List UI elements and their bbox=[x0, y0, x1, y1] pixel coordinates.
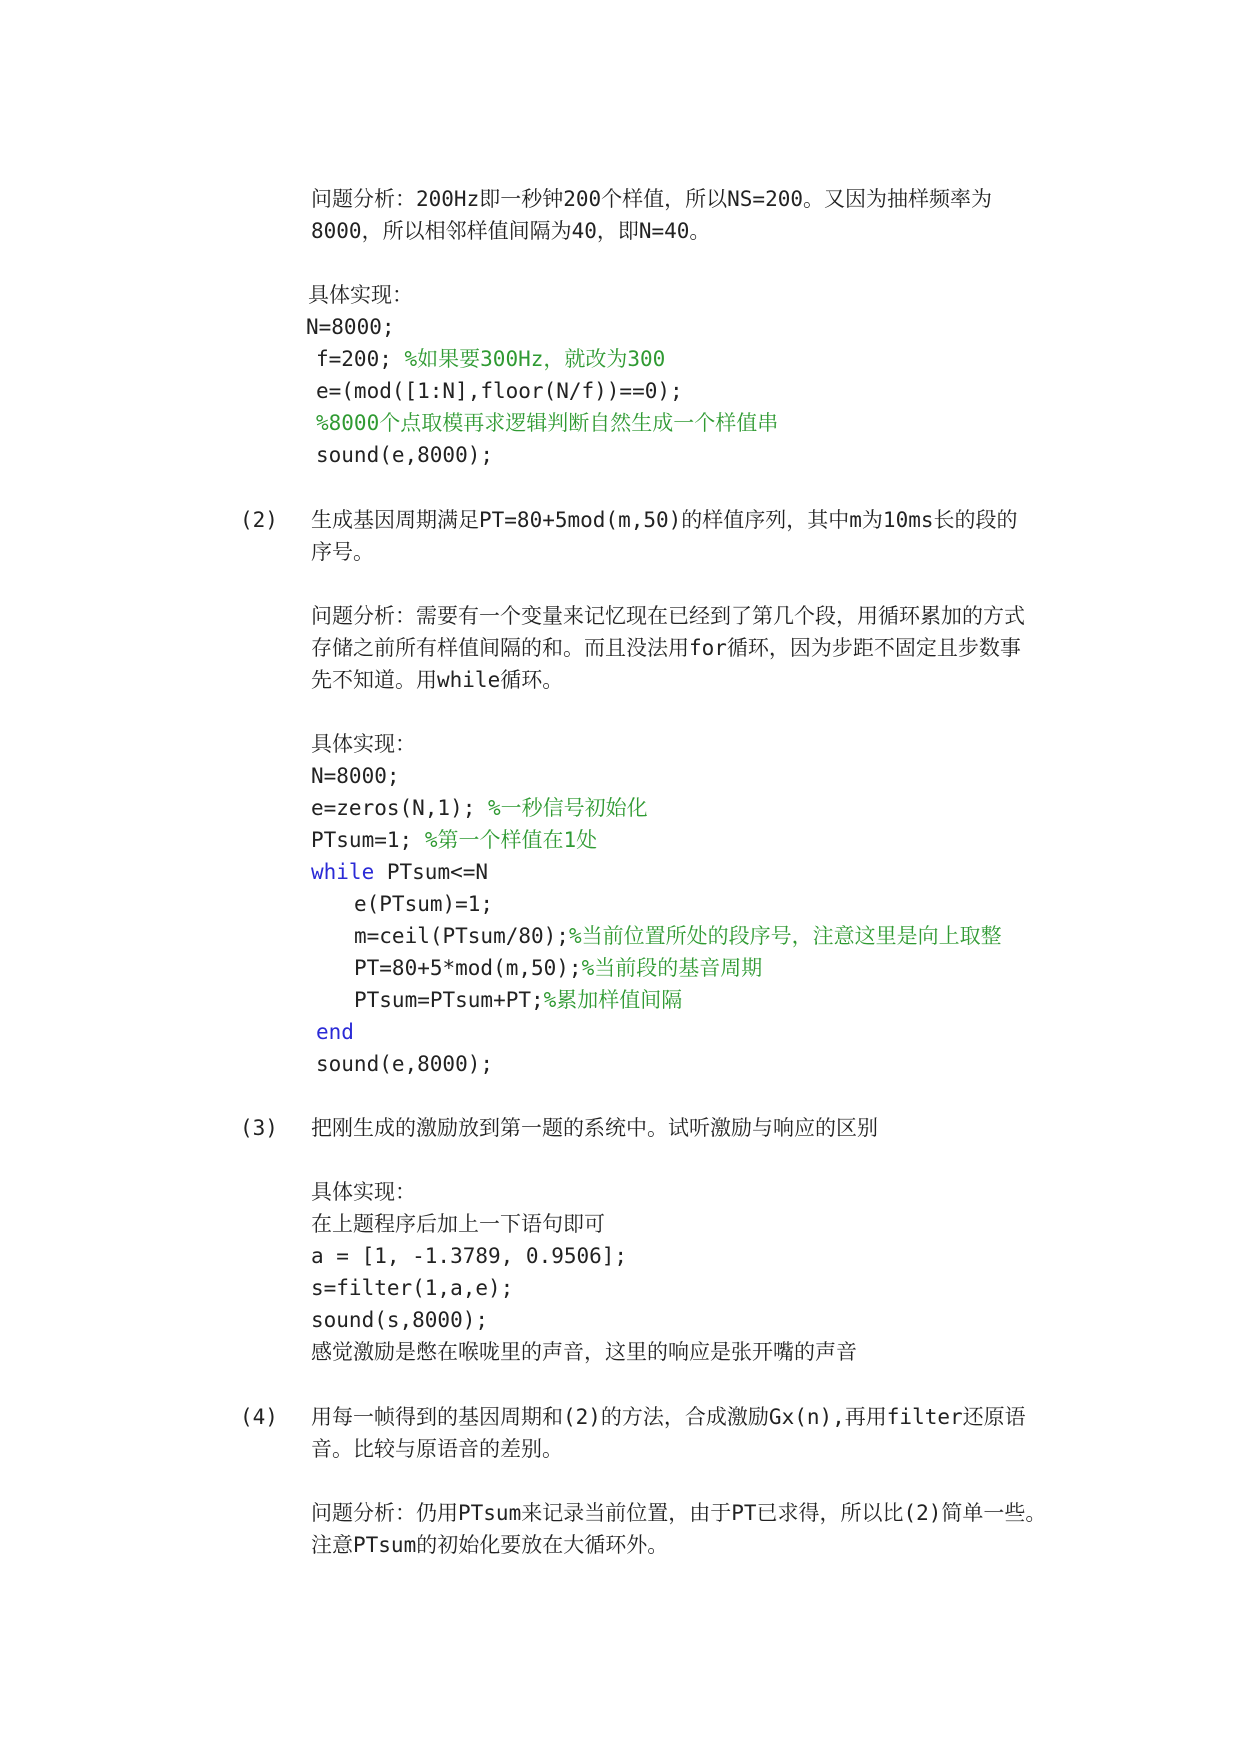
code-line: e=(mod([1:N],floor(N/f))==0); bbox=[316, 379, 683, 403]
code-text: PTsum=PTsum+PT; bbox=[354, 988, 544, 1012]
item-number: (4) bbox=[240, 1405, 278, 1429]
analysis-line: 问题分析：200Hz即一秒钟200个样值，所以NS=200。又因为抽样频率为 bbox=[311, 187, 993, 211]
code-line bbox=[316, 344, 665, 374]
code-line: sound(e,8000); bbox=[316, 443, 494, 467]
code-line: e(PTsum)=1; bbox=[354, 892, 494, 916]
code-line bbox=[354, 953, 762, 983]
code-line: sound(e,8000); bbox=[316, 1052, 494, 1076]
code-line bbox=[354, 921, 1002, 951]
code-line bbox=[354, 985, 682, 1015]
code-line: sound(s,8000); bbox=[311, 1308, 489, 1332]
analysis-line: 注意PTsum的初始化要放在大循环外。 bbox=[311, 1533, 669, 1557]
code-comment: %当前位置所处的段序号，注意这里是向上取整 bbox=[568, 924, 1002, 948]
code-text: m=ceil(PTsum/80); bbox=[354, 924, 569, 948]
note-line: 在上题程序后加上一下语句即可 bbox=[311, 1212, 605, 1236]
code-line bbox=[311, 825, 597, 855]
conclusion-line: 感觉激励是憋在喉咙里的声音，这里的响应是张开嘴的声音 bbox=[311, 1340, 857, 1364]
item-number: (2) bbox=[240, 508, 278, 532]
item-title-line: 把刚生成的激励放到第一题的系统中。试听激励与响应的区别 bbox=[311, 1116, 878, 1140]
code-text: f=200; bbox=[316, 347, 392, 371]
code-line: s=filter(1,a,e); bbox=[311, 1276, 514, 1300]
analysis-line: 先不知道。用while循环。 bbox=[311, 668, 564, 692]
code-comment: %当前段的基音周期 bbox=[581, 956, 763, 980]
code-comment: %累加样值间隔 bbox=[543, 988, 683, 1012]
analysis-line: 存储之前所有样值间隔的和。而且没法用for循环，因为步距不固定且步数事 bbox=[311, 636, 1021, 660]
code-line bbox=[311, 857, 488, 887]
impl-label: 具体实现： bbox=[308, 283, 413, 307]
analysis-line: 问题分析：仍用PTsum来记录当前位置，由于PT已求得，所以比(2)简单一些。 bbox=[311, 1501, 1047, 1525]
analysis-line: 问题分析：需要有一个变量来记忆现在已经到了第几个段，用循环累加的方式 bbox=[311, 604, 1025, 628]
code-comment: %第一个样值在1处 bbox=[424, 828, 598, 852]
code-line: N=8000; bbox=[311, 764, 400, 788]
code-text: PTsum=1; bbox=[311, 828, 413, 852]
item-number: (3) bbox=[240, 1116, 278, 1140]
impl-label: 具体实现： bbox=[311, 1180, 416, 1204]
code-keyword: end bbox=[316, 1020, 354, 1044]
item-title-line: 用每一帧得到的基因周期和(2)的方法，合成激励Gx(n),再用filter还原语 bbox=[311, 1405, 1026, 1429]
code-text: PTsum<=N bbox=[386, 860, 489, 884]
item-title-line: 生成基因周期满足PT=80+5mod(m,50)的样值序列，其中m为10ms长的段的 bbox=[311, 508, 1018, 532]
item-title-line: 序号。 bbox=[311, 540, 374, 564]
impl-label: 具体实现： bbox=[311, 732, 416, 756]
item-title-line: 音。比较与原语音的差别。 bbox=[311, 1437, 563, 1461]
code-line: N=8000; bbox=[306, 315, 395, 339]
code-line: a = [1, -1.3789, 0.9506]; bbox=[311, 1244, 628, 1268]
code-text: e=zeros(N,1); bbox=[311, 796, 476, 820]
code-keyword: while bbox=[311, 860, 375, 884]
code-comment: %8000个点取模再求逻辑判断自然生成一个样值串 bbox=[316, 411, 779, 435]
code-text: PT=80+5*mod(m,50); bbox=[354, 956, 582, 980]
analysis-line: 8000，所以相邻样值间隔为40，即N=40。 bbox=[311, 219, 711, 243]
code-comment: %一秒信号初始化 bbox=[488, 796, 648, 820]
code-comment: %如果要300Hz，就改为300 bbox=[404, 347, 666, 371]
code-line bbox=[311, 793, 648, 823]
